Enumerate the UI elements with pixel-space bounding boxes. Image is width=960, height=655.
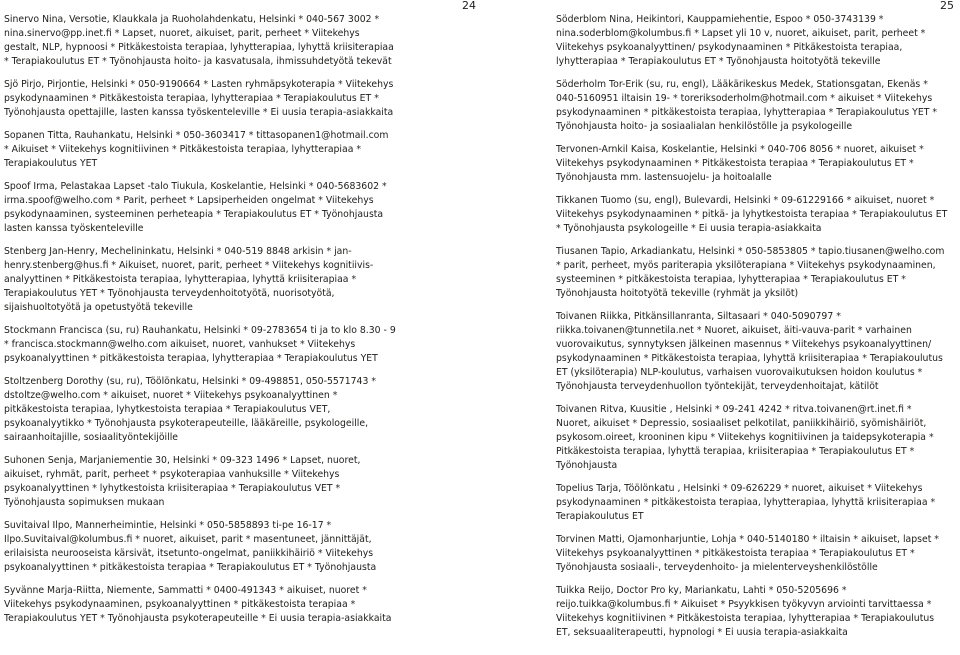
directory-entry: Topelius Tarja, Töölönkatu , Helsinki * 09-626229 * nuoret, aikuiset * Viitekehys psykodynaaminen * pitkäkestoista terapiaa, lyhytterapiaa, lyhyttä kriisiterapiaa * Terapiakoulutus ET [556,483,936,522]
directory-entry: Stenberg Jan-Henry, Mechelininkatu, Helsinki * 040-519 8848 arkisin * jan-henry.stenberg@hus.fi * Aikuiset, nuoret, parit, perheet * Viitekehys kognitiivis-analyyttinen * Pitkäkestoista terapiaa, lyhytterapiaa, lyhyttä kriisiterapiaa * Terapiakoulutus YET * Työnohjausta terveydenhoitotyötä, nuorisotyötä, sijaishuoltotyötä ja opetustyötä tekeville [4,246,374,313]
directory-entry: Syvänne Marja-Riitta, Niemente, Sammatti * 0400-491343 * aikuiset, nuoret * Viitekehys psykodynaaminen, psykoanalyyttinen * pitkäkestoista terapiaa * Terapiakoulutus YET * Työnohjausta psykoterapeuteille * Ei uusia terapia-asiakkaita [4,585,392,624]
directory-entry: Tervonen-Arnkil Kaisa, Koskelantie, Helsinki * 040-706 8056 * nuoret, aikuiset * Viitekehys psykodynaaminen * Pitkäkestoista terapiaa * Terapiakoulutus ET * Työnohjausta mm. lastensuojelu- ja hoitoalalle [556,144,924,183]
directory-entry: Toivanen Ritva, Kuusitie , Helsinki * 09-241 4242 * ritva.toivanen@rt.inet.fi * Nuoret, aikuiset * Depressio, sosiaaliset pelkotilat, paniikkihäiriö, syömishäiriöt, psykosom.oireet, krooninen kipu * Viitekehys kognitiivinen ja taidepsykoterapia * Pitkäkestoista terapiaa, lyhyttä terapiaa, kriisiterapiaa * Terapiakoulutus ET * Työnohjausta [556,404,934,471]
directory-entry: Söderholm Tor-Erik (su, ru, engl), Lääkärikeskus Medek, Stationsgatan, Ekenäs * 040-5160951 iltaisin 19- * toreriksoderholm@hotmail.com * aikuiset * Viitekehys psykodynaaminen * pitkäkestoista terapiaa, lyhytterapiaa * Terapiakoulutus YET * Työnohjausta hoito- ja sosiaalialan henkilöstölle ja psykologeille [556,79,938,132]
directory-entry: Tikkanen Tuomo (su, engl), Bulevardi, Helsinki * 09-61229166 * aikuiset, nuoret * Viitekehys psykodynaaminen * pitkä- ja lyhytkestoista terapiaa * Terapiakoulutus ET * Työnohjausta psykologeille * Ei uusia terapia-asiakkaita [556,195,948,234]
page-number-right: 25 [940,0,954,12]
directory-entry: Torvinen Matti, Ojamonharjuntie, Lohja * 040-5140180 * iltaisin * aikuiset, lapset * Viitekehys psykoanalyyttinen * pitkäkestoista terapiaa * Terapiakoulutus ET * Työnohjausta sosiaali-, terveydenhoito- ja mielenterveyshenkilöstölle [556,534,939,573]
directory-entry: Suvitaival Ilpo, Mannerheimintie, Helsinki * 050-5858893 ti-pe 16-17 * Ilpo.Suvitaival@kolumbus.fi * nuoret, aikuiset, parit * masentuneet, jännittäjät, erilaisista neurooseista kärsivät, itsetunto-ongelmat, paniikkihäiriö * Viitekehys psykoanalyyttinen * pitkäkestoista terapiaa * Terapiakoulutus ET * Työnohjausta [4,520,377,573]
directory-entry: Spoof Irma, Pelastakaa Lapset -talo Tiukula, Koskelantie, Helsinki * 040-5683602 * irma.spoof@welho.com * Parit, perheet * Lapsiperheiden ongelmat * Viitekehys psykodynaaminen, systeeminen perheteapia * Terapiakoulutus ET * Työnohjausta lasten kanssa työskenteleville [4,181,387,234]
directory-entry: Sinervo Nina, Versotie, Klaukkala ja Ruoholahdenkatu, Helsinki * 040-567 3002 * nina.sinervo@pp.inet.fi * Lapset, nuoret, aikuiset, parit, perheet * Viitekehys gestalt, NLP, hypnoosi * Pitkäkestoista terapiaa, lyhytterapiaa, lyhyttä kriisiterapiaa * Terapiakoulutus ET * Työnohjausta hoito- ja kasvatusala, ihmissuhdetyötä tekevät [4,14,394,67]
left-column [4,13,396,635]
directory-entry: Tuikka Reijo, Doctor Pro ky, Mariankatu, Lahti * 050-5205696 * reijo.tuikka@kolumbus.fi * Aikuiset * Psyykkisen työkyvyn arviointi tarvittaessa * Viitekehys kognitiivinen * Pitkäkestoista terapiaa, lyhytterapiaa * Terapiakoulutus ET, seksuaaliterapeutti, hypnologi * Ei uusia terapia-asiakkaita [556,585,935,638]
directory-entry: Tiusanen Tapio, Arkadiankatu, Helsinki * 050-5853805 * tapio.tiusanen@welho.com * parit, perheet, myös pariterapia yksilöterapiana * Viitekehys psykodynaaminen, systeeminen * pitkäkestoista terapiaa, lyhytterapiaa * Terapiakoulutus ET * Työnohjausta hoitotyötä tekeville (ryhmät ja yksilöt) [556,246,945,299]
directory-entry: Söderblom Nina, Heikintori, Kauppamiehentie, Espoo * 050-3743139 * nina.soderblom@kolumbus.fi * Lapset yli 10 v, nuoret, aikuiset, parit, perheet * Viitekehys psykoanalyyttinen/ psykodynaaminen * Pitkäkestoista terapiaa, lyhytterapiaa * Terapiakoulutus ET * Työnohjausta hoitotyötä tekeville [556,14,926,67]
directory-entry: Toivanen Riikka, Pitkänsillanranta, Siltasaari * 040-5090797 * riikka.toivanen@tunnetila.net * Nuoret, aikuiset, äiti-vauva-parit * varhainen vuorovaikutus, synnytyksen jälkeinen masennus * Viitekehys psykoanalyyttinen/ psykodynaaminen * Pitkäkestoista terapiaa, lyhyttä kriisiterapiaa * Terapiakoulutus ET (yksilöterapia) NLP-koulutus, varhaisen vuorovaikutuksen hoidon koulutus * Työnohjausta terveydenhuollon työntekijät, terveydenhoitajat, kätilöt [556,311,943,392]
directory-entry: Sopanen Titta, Rauhankatu, Helsinki * 050-3603417 * tittasopanen1@hotmail.com * Aikuiset * Viitekehys kognitiivinen * Pitkäkestoista terapiaa, lyhytterapiaa * Terapiakoulutus YET [4,130,389,169]
page-number-left: 24 [462,0,476,12]
right-column [556,13,948,649]
directory-entry: Stockmann Francisca (su, ru) Rauhankatu, Helsinki * 09-2783654 ti ja to klo 8.30 - 9 * francisca.stockmann@welho.com aikuiset, nuoret, vanhukset * Viitekehys psykoanalyyttinen * pitkäkestoista terapiaa, lyhytterapiaa * Terapiakoulutus YET [4,325,396,364]
directory-entry: Stoltzenberg Dorothy (su, ru), Töölönkatu, Helsinki * 09-498851, 050-5571743 * dstoltze@welho.com * aikuiset, nuoret * Viitekehys psykoanalyyttinen * pitkäkestoista terapiaa, lyhytkestoista terapiaa * Terapiakoulutus VET, psykoanalyytikko * Työnohjausta psykoterapeuteille, lääkäreille, psykologeille, sairaanhoitajille, sosiaalityöntekijöille [4,376,376,443]
directory-entry: Suhonen Senja, Marjaniementie 30, Helsinki * 09-323 1496 * Lapset, nuoret, aikuiset, ryhmät, parit, perheet * psykoterapiaa vanhuksille * Viitekehys psykoanalyyttinen * lyhytkestoista kriisiterapiaa * Terapiakoulutus VET * Työnohjausta sopimuksen mukaan [4,455,361,508]
directory-entry: Sjö Pirjo, Pirjontie, Helsinki * 050-9190664 * Lasten ryhmäpsykoterapia * Viitekehys psykodynaaminen * Pitkäkestoista terapiaa, lyhytterapiaa * Terapiakoulutus ET * Työnohjausta opettajille, lasten kanssa työskenteleville * Ei uusia terapia-asiakkaita [4,79,394,118]
